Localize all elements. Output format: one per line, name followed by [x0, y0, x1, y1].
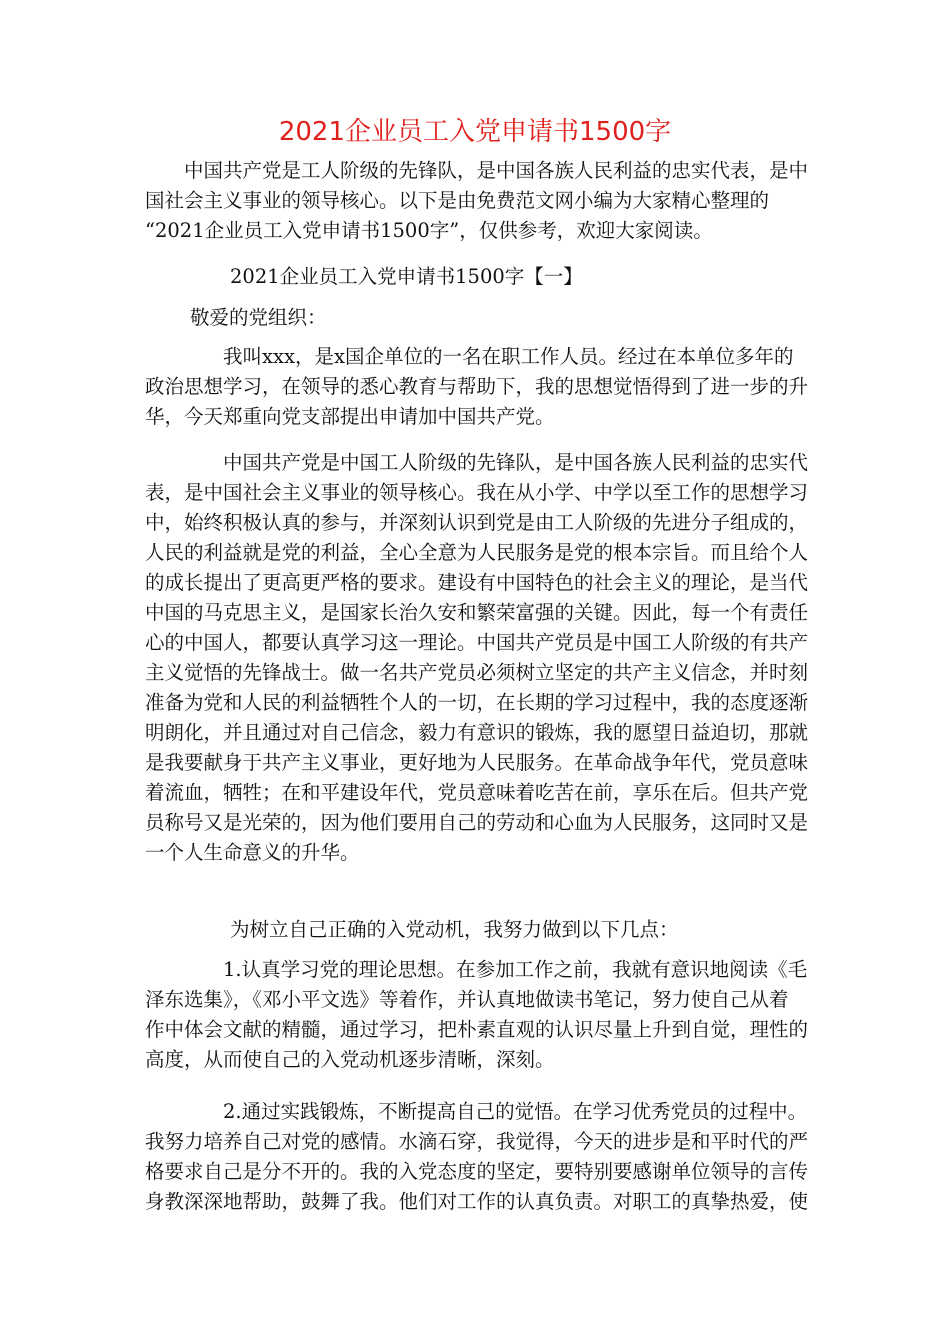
paragraph-line: 一个人生命意义的升华。	[145, 841, 360, 864]
paragraph-line: 格要求自己是分不开的。我的入党态度的坚定，要特别要感谢单位领导的言传	[145, 1160, 809, 1183]
intro-line: “2021企业员工入党申请书1500字”，仅供参考，欢迎大家阅读。	[145, 219, 713, 242]
intro-paragraph	[145, 156, 808, 246]
paragraph-line: 中国共产党是中国工人阶级的先锋队，是中国各族人民利益的忠实代	[145, 451, 809, 474]
paragraph-line: 1.认真学习党的理论思想。在参加工作之前，我就有意识地阅读《毛	[145, 958, 808, 981]
section-heading: 2021企业员工入党申请书1500字【一】	[230, 265, 583, 288]
paragraph-line: 是我要献身于共产主义事业，更好地为人民服务。在革命战争年代，党员意味	[145, 751, 809, 774]
paragraph-3: 为树立自己正确的入党动机，我努力做到以下几点：	[230, 918, 679, 941]
paragraph-line: 主义觉悟的先锋战士。做一名共产党员必须树立坚定的共产主义信念，并时刻	[145, 661, 809, 684]
paragraph-5	[145, 1097, 808, 1217]
paragraph-4	[145, 955, 808, 1075]
paragraph-line: 我努力培养自己对党的感情。水滴石穿，我觉得，今天的进步是和平时代的严	[145, 1130, 809, 1153]
paragraph-line: 华，今天郑重向党支部提出申请加中国共产党。	[145, 405, 555, 428]
salutation: 敬爱的党组织：	[190, 306, 327, 329]
paragraph-line: 身教深深地帮助，鼓舞了我。他们对工作的认真负责。对职工的真挚热爱，使	[145, 1190, 809, 1213]
paragraph-line: 明朗化，并且通过对自己信念，毅力有意识的锻炼，我的愿望日益迫切，那就	[145, 721, 809, 744]
paragraph-line: 着流血，牺牲；在和平建设年代，党员意味着吃苦在前，享乐在后。但共产党	[145, 781, 809, 804]
intro-line: 中国共产党是工人阶级的先锋队，是中国各族人民利益的忠实代表，是中	[145, 159, 809, 182]
paragraph-line: 表，是中国社会主义事业的领导核心。我在从小学、中学以至工作的思想学习	[145, 481, 809, 504]
paragraph-line: 泽东选集》，《邓小平文选》等着作，并认真地做读书笔记，努力使自己从着	[145, 988, 789, 1011]
paragraph-line: 心的中国人，都要认真学习这一理论。中国共产党员是中国工人阶级的有共产	[145, 631, 809, 654]
paragraph-line: 中，始终积极认真的参与，并深刻认识到党是由工人阶级的先进分子组成的，	[145, 511, 809, 534]
paragraph-line: 作中体会文献的精髓，通过学习，把朴素直观的认识尽量上升到自觉，理性的	[145, 1018, 809, 1041]
intro-line: 国社会主义事业的领导核心。以下是由免费范文网小编为大家精心整理的	[145, 189, 770, 212]
paragraph-line: 2.通过实践锻炼，不断提高自己的觉悟。在学习优秀党员的过程中。	[145, 1100, 808, 1123]
paragraph-line: 高度，从而使自己的入党动机逐步清晰，深刻。	[145, 1048, 555, 1071]
paragraph-line: 准备为党和人民的利益牺牲个人的一切，在长期的学习过程中，我的态度逐渐	[145, 691, 809, 714]
paragraph-line: 中国的马克思主义，是国家长治久安和繁荣富强的关键。因此，每一个有责任	[145, 601, 809, 624]
paragraph-line: 人民的利益就是党的利益，全心全意为人民服务是党的根本宗旨。而且给个人	[145, 541, 809, 564]
paragraph-line: 我叫xxx，是x国企单位的一名在职工作人员。经过在本单位多年的	[145, 345, 794, 368]
paragraph-2	[145, 448, 808, 868]
document-title: 2021企业员工入党申请书1500字	[278, 117, 672, 147]
paragraph-line: 政治思想学习，在领导的悉心教育与帮助下，我的思想觉悟得到了进一步的升	[145, 375, 809, 398]
paragraph-line: 员称号又是光荣的，因为他们要用自己的劳动和心血为人民服务，这同时又是	[145, 811, 809, 834]
paragraph-1	[145, 342, 808, 432]
paragraph-line: 的成长提出了更高更严格的要求。建设有中国特色的社会主义的理论，是当代	[145, 571, 809, 594]
